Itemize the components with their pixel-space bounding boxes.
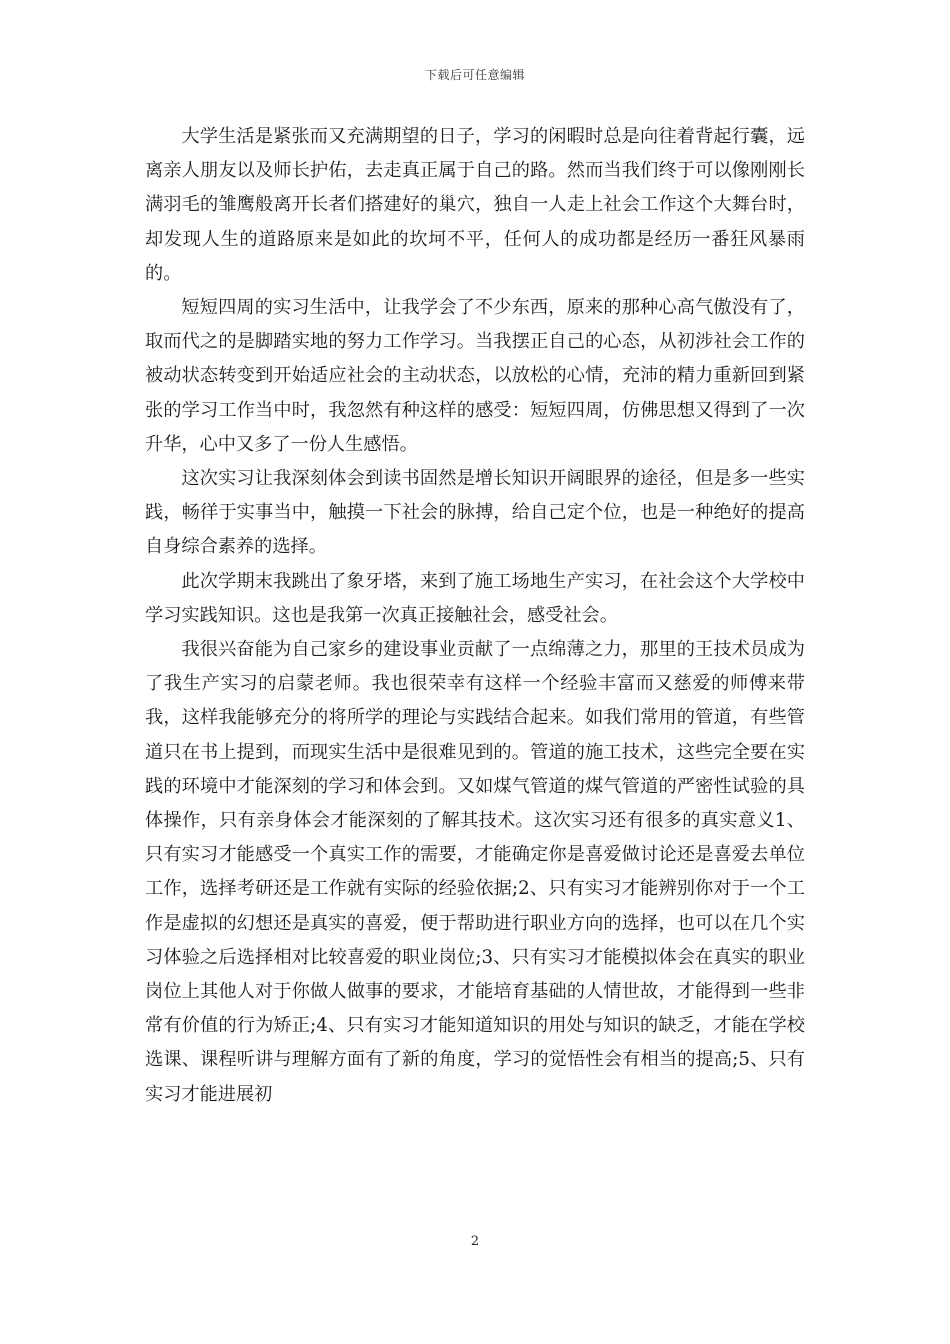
paragraph-3: 这次实习让我深刻体会到读书固然是增长知识开阔眼界的途径，但是多一些实践，畅徉于实事当中，触摸一下社会的脉搏，给自己定个位，也是一种绝好的提高自身综合素养的选择。 (145, 468, 805, 558)
page-number: 2 (470, 1234, 480, 1249)
paragraph-5: 我很兴奋能为自己家乡的建设事业贡献了一点绵薄之力，那里的王技术员成为了我生产实习的启蒙老师。我也很荣幸有这样一个经验丰富而又慈爱的师傅来带我，这样我能够充分的将所学的理论与实践结合起来。如我们常用的管道，有些管道只在书上提到，而现实生活中是很难见到的。管道的施工技术，这些完全要在实践的环境中才能深刻的学习和体会到。又如煤气管道的煤气管道的严密性试验的具体操作，只有亲身体会才能深刻的了解其技术。这次实习还有很多的真实意义1、只有实习才能感受一个真实工作的需要，才能确定你是喜爱做讨论还是喜爱去单位工作，选择考研还是工作就有实际的经验依据;2、只有实习才能辨别你对于一个工作是虚拟的幻想还是真实的喜爱，便于帮助进行职业方向的选择，也可以在几个实习体验之后选择相对比较喜爱的职业岗位;3、只有实习才能模拟体会在真实的职业岗位上其他人对于你做人做事的要求，才能培育基础的人情世故，才能得到一些非常有价值的行为矫正;4、只有实习才能知道知识的用处与知识的缺乏，才能在学校选课、课程听讲与理解方面有了新的角度，学习的觉悟性会有相当的提高;5、只有实习才能进展初 (145, 639, 805, 1105)
paragraph-2: 短短四周的实习生活中，让我学会了不少东西，原来的那种心高气傲没有了，取而代之的是脚踏实地的努力工作学习。当我摆正自己的心态，从初涉社会工作的被动状态转变到开始适应社会的主动状态，以放松的心情，充沛的精力重新回到紧张的学习工作当中时，我忽然有种这样的感受：短短四周，仿佛思想又得到了一次升华，心中又多了一份人生感悟。 (145, 297, 805, 455)
paragraph-4: 此次学期末我跳出了象牙塔，来到了施工场地生产实习，在社会这个大学校中学习实践知识。这也是我第一次真正接触社会，感受社会。 (145, 570, 805, 626)
document-body (145, 120, 805, 1112)
header-note: 下载后可任意编辑 (424, 68, 525, 82)
paragraph-1: 大学生活是紧张而又充满期望的日子，学习的闲暇时总是向往着背起行囊，远离亲人朋友以及师长护佑，去走真正属于自己的路。然而当我们终于可以像刚刚长满羽毛的雏鹰般离开长者们搭建好的巢穴，独自一人走上社会工作这个大舞台时，却发现人生的道路原来是如此的坎坷不平，任何人的成功都是经历一番狂风暴雨的。 (145, 126, 805, 284)
